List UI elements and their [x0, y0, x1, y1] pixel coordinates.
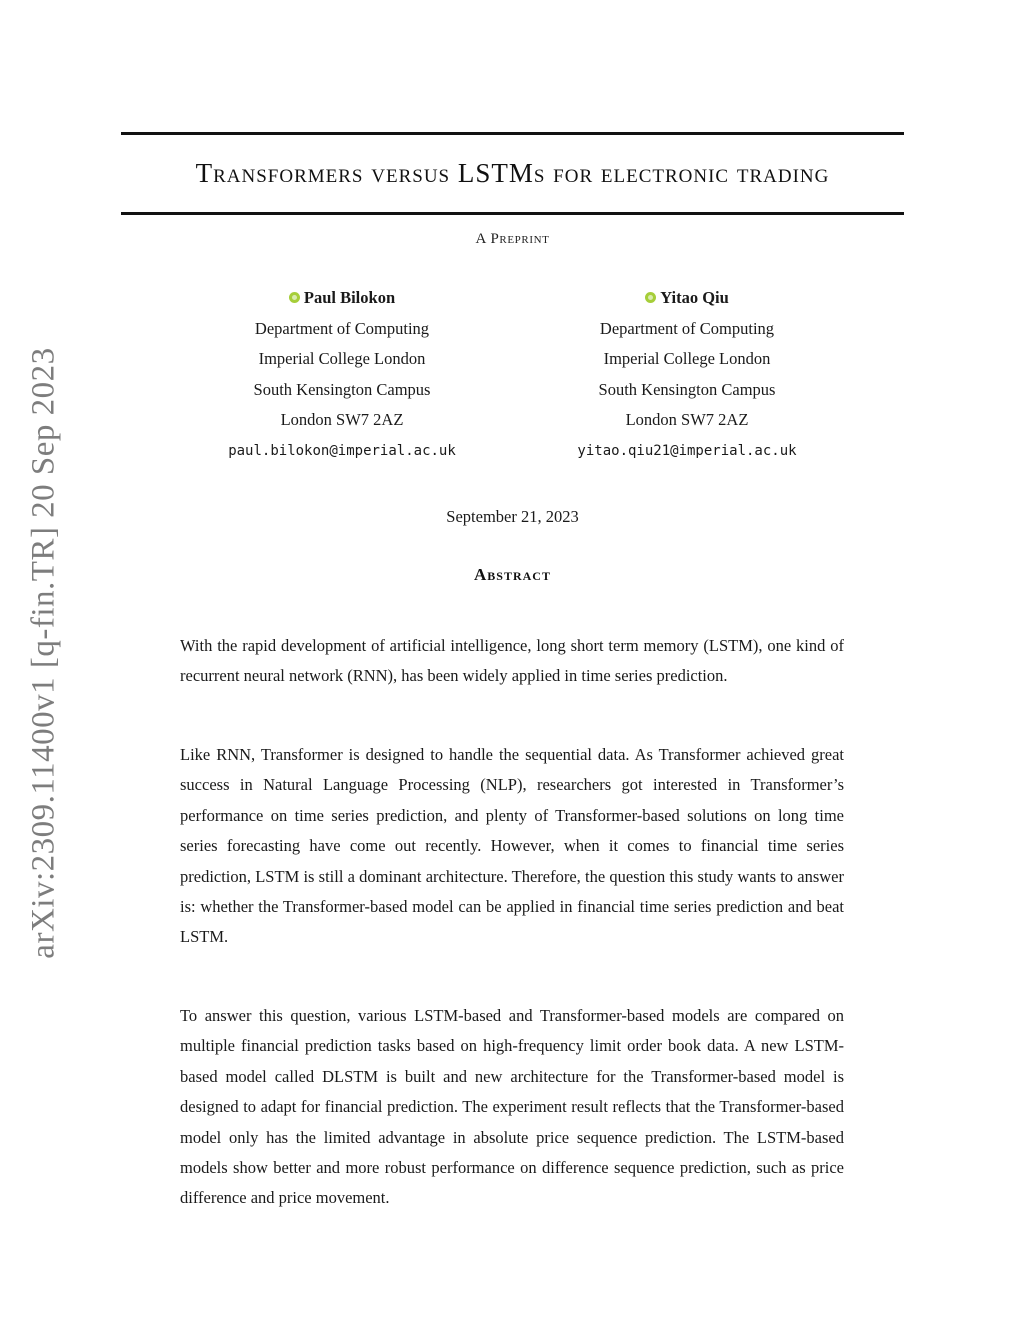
arxiv-stamp: arXiv:2309.11400v1 [q-fin.TR] 20 Sep 2023	[25, 347, 62, 959]
author-campus: South Kensington Campus	[253, 379, 431, 399]
title-rule-top	[121, 132, 904, 135]
abstract-heading: Abstract	[474, 565, 551, 584]
author-department: Department of Computing	[599, 318, 775, 338]
author-name-row	[537, 283, 837, 314]
author-block-1	[192, 283, 492, 466]
abstract-paragraph: Like RNN, Transformer is designed to handle the sequential data. As Transformer achieved great success in Natural Language Processing (NLP), researchers got interested in Transformer’s performance on time series prediction, and plenty of Transformer-based solutions on long time series forecasting have come out recently. However, when it comes to financial time series prediction, LSTM is still a dominant architecture. Therefore, the question this study wants to answer is: whether the Transformer-based model can be applied in financial time series prediction and beat LSTM.	[180, 745, 844, 947]
author-address: London SW7 2AZ	[625, 410, 749, 429]
orcid-icon[interactable]	[289, 292, 300, 303]
author-department: Department of Computing	[254, 318, 430, 338]
orcid-icon[interactable]	[645, 292, 656, 303]
author-name-row	[192, 283, 492, 314]
title-rule-bottom	[121, 212, 904, 215]
abstract-paragraph: With the rapid development of artificial intelligence, long short term memory (LSTM), one kind of recurrent neural network (RNN), has been widely applied in time series prediction.	[180, 636, 844, 686]
author-email[interactable]: yitao.qiu21@imperial.ac.uk	[577, 442, 797, 459]
author-block-2	[537, 283, 837, 466]
preprint-label: A Preprint	[475, 231, 550, 247]
paper-title: Transformers versus LSTMs for electronic trading	[195, 158, 830, 188]
author-institution: Imperial College London	[258, 349, 426, 368]
author-name: Yitao Qiu	[660, 288, 729, 307]
author-email[interactable]: paul.bilokon@imperial.ac.uk	[228, 442, 456, 459]
author-address: London SW7 2AZ	[280, 410, 404, 429]
author-campus: South Kensington Campus	[598, 379, 776, 399]
author-institution: Imperial College London	[603, 349, 771, 368]
author-name: Paul Bilokon	[303, 288, 396, 307]
paper-date: September 21, 2023	[446, 507, 579, 526]
abstract-paragraph: To answer this question, various LSTM-based and Transformer-based models are compared on multiple financial prediction tasks based on high-frequency limit order book data. A new LSTM-based model called DLSTM is built and new architecture for the Transformer-based model is designed to adapt for financial prediction. The experiment result reflects that the Transformer-based model only has the limited advantage in absolute price sequence prediction. The LSTM-based models show better and more robust performance on difference sequence prediction, such as price difference and price movement.	[180, 1006, 844, 1208]
